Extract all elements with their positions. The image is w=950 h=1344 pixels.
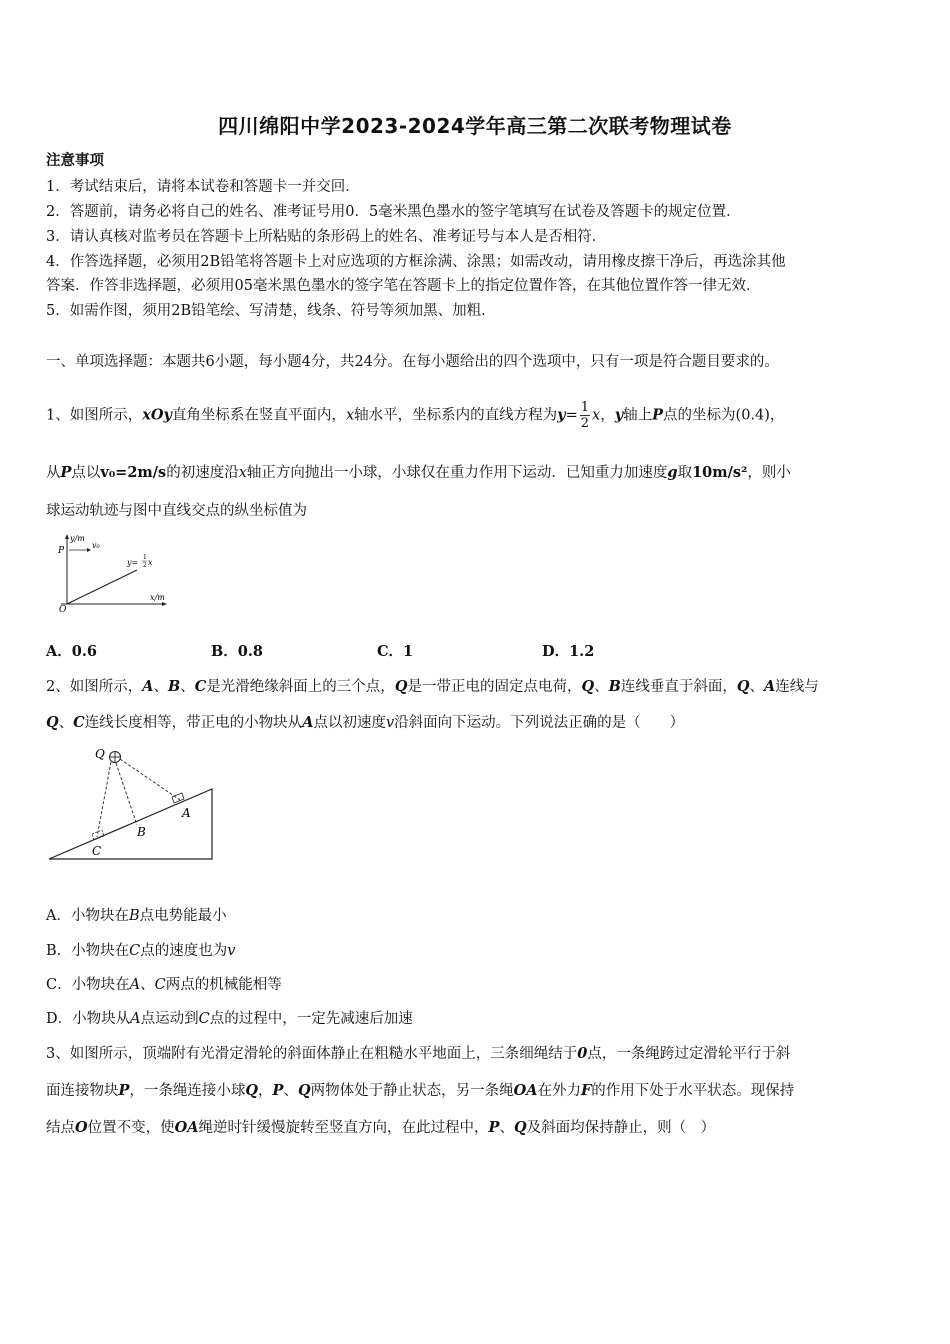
q2-option-b[interactable]: B．小物块在C点的速度也为v — [46, 943, 236, 959]
q3-stem-line2: 面连接物块P，一条绳连接小球Q，P、Q两物体处于静止状态，另一条绳OA在外力F的作用下处于水平状态。现保持 — [46, 1082, 795, 1099]
notice-1: 1．考试结束后，请将本试卷和答题卡一并交回． — [46, 179, 360, 195]
notice-4: 4．作答选择题，必须用2B铅笔将答题卡上对应选项的方框涂满、涂黑；如需改动，请用橡皮擦干净后，再选涂其他 — [46, 254, 786, 270]
q2-option-d[interactable]: D．小物块从A点运动到C点的过程中，一定先减速后加速 — [46, 1011, 413, 1027]
q2-line-qb — [116, 763, 137, 825]
section-heading: 一、单项选择题：本题共6小题，每小题4分，共24分。在每小题给出的四个选项中，只有一项是符合题目要求的。 — [46, 354, 779, 370]
q1-stem-line3: 球运动轨迹与图中直线交点的纵坐标值为 — [46, 503, 307, 519]
q1-stem-line2: 从P点以v₀=2m/s的初速度沿x轴正方向抛出一小球，小球仅在重力作用下运动．已知重力加速度g取10m/s²，则小 — [46, 464, 791, 481]
q1-y-arrow — [65, 534, 69, 539]
q1-choice-b[interactable]: B．0.8 — [211, 643, 263, 660]
notice-5: 5．如需作图，须用2B铅笔绘、写清楚，线条、符号等须加黑、加粗． — [46, 303, 496, 319]
q2-figure — [45, 742, 217, 866]
q2-line-qc — [97, 762, 111, 837]
q1-point-p: P — [58, 546, 65, 556]
q1-choice-c[interactable]: C．1 — [377, 643, 414, 660]
notice-heading: 注意事项 — [46, 152, 104, 169]
q2-label-c: C — [92, 844, 102, 858]
q2-label-q: Q — [95, 747, 105, 761]
q1-stem-line1: 1、如图所示，xOy直角坐标系在竖直平面内，x轴水平，坐标系内的直线方程为y= $\frac{1}{2}$ x，y轴上P点的坐标为(0.4)， — [46, 400, 785, 431]
notice-4-cont: 答案．作答非选择题，必须用05毫米黑色墨水的签字笔在答题卡上的指定位置作答，在其他位置作答一律无效． — [46, 278, 761, 294]
q1-line-eq: y= — [127, 558, 139, 567]
q1-figure — [55, 532, 175, 614]
q1-xlabel: x/m — [150, 593, 165, 602]
q2-option-a[interactable]: A．小物块在B点电势能最小 — [46, 908, 227, 924]
q2-stem-line1: 2、如图所示，A、B、C是光滑绝缘斜面上的三个点，Q是一带正电的固定点电荷，Q、B连线垂直于斜面，Q、A连线与 — [46, 678, 819, 695]
notice-3: 3．请认真核对监考员在答题卡上所粘贴的条形码上的姓名、准考证号与本人是否相符． — [46, 229, 607, 245]
q1-choice-d[interactable]: D．1.2 — [542, 643, 595, 660]
q1-x-arrow — [162, 602, 167, 606]
svg-text:x: x — [148, 558, 153, 567]
q1-ylabel: y/m — [70, 534, 85, 543]
svg-text:1: 1 — [143, 554, 147, 561]
q2-incline — [49, 789, 212, 859]
q1-choice-a[interactable]: A．0.6 — [46, 643, 97, 660]
q1-line — [67, 570, 137, 604]
q2-line-qa — [120, 759, 180, 800]
q2-option-c[interactable]: C．小物块在A、C两点的机械能相等 — [46, 977, 282, 993]
q1-fraction: $\frac{1}{2}$ — [580, 400, 589, 431]
q2-label-b: B — [137, 825, 146, 839]
q2-stem-line2: Q、C连线长度相等，带正电的小物块从A点以初速度v沿斜面向下运动。下列说法正确的是（ ） — [46, 714, 685, 731]
q1-v0-label: v₀ — [92, 541, 100, 550]
q3-stem-line3: 结点O位置不变，使OA绳逆时针缓慢旋转至竖直方向，在此过程中，P、Q及斜面均保持静止，则（ ） — [46, 1119, 716, 1136]
q3-stem-line1: 3、如图所示，顶端附有光滑定滑轮的斜面体静止在粗糙水平地面上，三条细绳结于0点，一条绳跨过定滑轮平行于斜 — [46, 1045, 791, 1062]
notice-2: 2．答题前，请务必将自己的姓名、准考证号用0．5毫米黑色墨水的签字笔填写在试卷及答题卡的规定位置． — [46, 204, 741, 220]
q1-origin: O — [59, 605, 67, 614]
q2-label-a: A — [182, 806, 191, 820]
svg-text:2: 2 — [143, 562, 147, 569]
exam-title: 四川绵阳中学2023-2024学年高三第二次联考物理试卷 — [218, 114, 732, 138]
